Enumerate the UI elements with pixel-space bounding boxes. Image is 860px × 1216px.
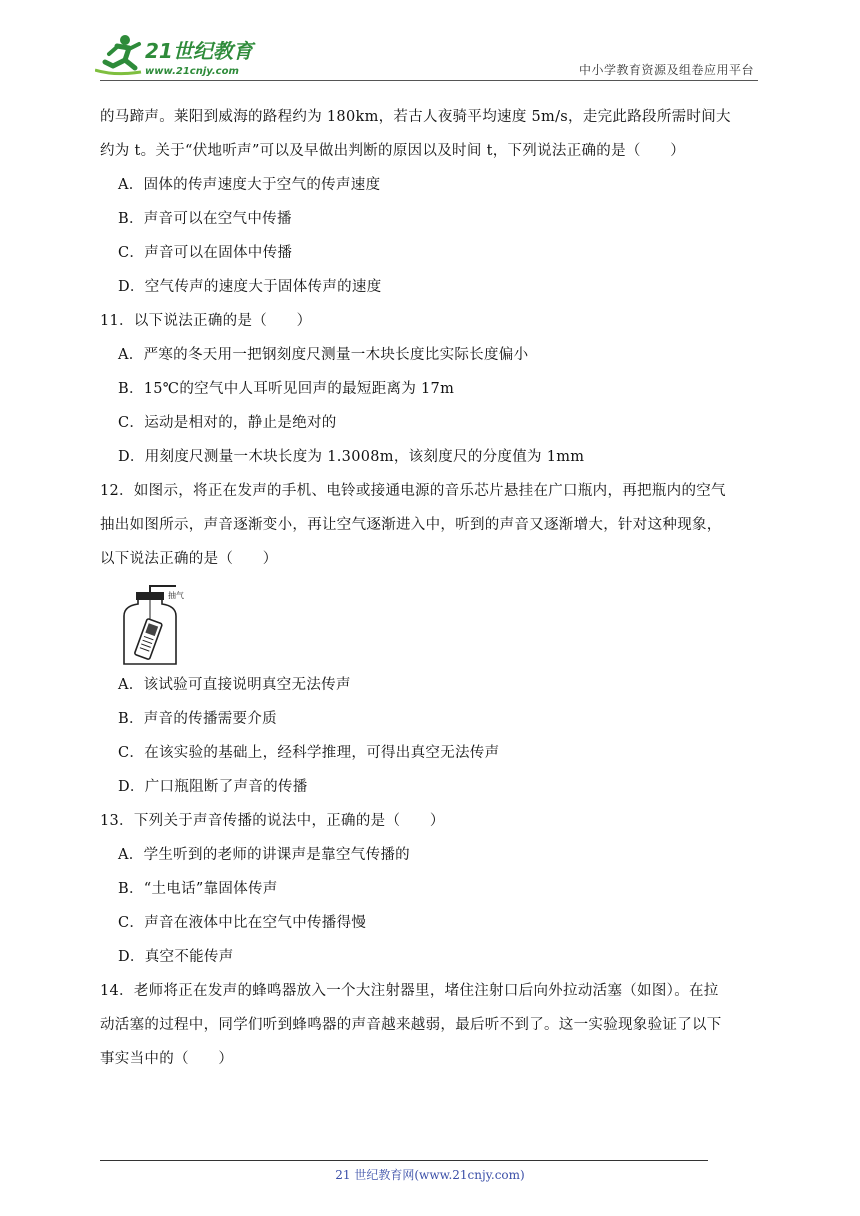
q13-option-a: A．学生听到的老师的讲课声是靠空气传播的 — [118, 847, 410, 863]
q13-option-d: D．真空不能传声 — [118, 949, 234, 965]
q12-option-d: D．广口瓶阻断了声音的传播 — [118, 779, 308, 795]
runner-icon — [95, 35, 141, 74]
logo-wordmark: 21世纪教育 — [145, 39, 253, 63]
q11-option-b: B．15℃的空气中人耳听见回声的最短距离为 17m — [118, 381, 455, 397]
q10-option-c: C．声音可以在固体中传播 — [118, 245, 293, 261]
q10-option-d: D．空气传声的速度大于固体传声的速度 — [118, 279, 382, 295]
q13-option-c: C．声音在液体中比在空气中传播得慢 — [118, 915, 367, 931]
page-header — [0, 0, 860, 90]
q12-option-b: B．声音的传播需要介质 — [118, 711, 277, 727]
header-divider — [100, 80, 758, 81]
page-content — [100, 100, 765, 1076]
q12-stem-line-3: 以下说法正确的是（ ） — [100, 551, 278, 567]
q10-stem-line-2: 约为 t。关于“伏地听声”可以及早做出判断的原因以及时间 t，下列说法正确的是（ ） — [100, 143, 686, 159]
logo-url: www.21cnjy.com — [145, 66, 239, 77]
q12-stem-line-2: 抽出如图所示，声音逐渐变小，再让空气逐渐进入中，听到的声音又逐渐增大，针对这种现象， — [100, 517, 722, 533]
header-tagline: 中小学教育资源及组卷应用平台 — [578, 63, 754, 77]
q12-figure-label: 抽气 — [168, 591, 184, 600]
q14-stem-line-3: 事实当中的（ ） — [100, 1051, 234, 1067]
site-logo — [95, 32, 265, 80]
q10-stem-line-1: 的马蹄声。莱阳到威海的路程约为 180km，若古人夜骑平均速度 5m/s，走完此路段所需时间大 — [100, 109, 731, 125]
q11-option-d: D．用刻度尺测量一木块长度为 1.3008m，该刻度尺的分度值为 1mm — [118, 449, 585, 465]
q11-option-a: A．严寒的冬天用一把钢刻度尺测量一木块长度比实际长度偏小 — [118, 347, 529, 363]
q10-option-a: A．固体的传声速度大于空气的传声速度 — [118, 177, 381, 193]
q12-option-c: C．在该实验的基础上，经科学推理，可得出真空无法传声 — [118, 745, 500, 761]
q11-option-c: C．运动是相对的，静止是绝对的 — [118, 415, 337, 431]
q13-stem: 13．下列关于声音传播的说法中，正确的是（ ） — [100, 813, 445, 829]
q11-stem: 11．以下说法正确的是（ ） — [100, 313, 312, 329]
footer-divider — [100, 1160, 708, 1161]
q12-stem-line-1: 12．如图示，将正在发声的手机、电铃或接通电源的音乐芯片悬挂在广口瓶内，再把瓶内的空气 — [100, 483, 726, 499]
q13-option-b: B．“土电话”靠固体传声 — [118, 881, 278, 897]
q12-option-a: A．该试验可直接说明真空无法传声 — [118, 677, 351, 693]
q10-option-b: B．声音可以在空气中传播 — [118, 211, 292, 227]
q14-stem-line-2: 动活塞的过程中，同学们听到蜂鸣器的声音越来越弱，最后听不到了。这一实验现象验证了以下 — [100, 1017, 722, 1033]
q14-stem-line-1: 14．老师将正在发声的蜂鸣器放入一个大注射器里，堵住注射口后向外拉动活塞（如图）。在拉 — [100, 983, 719, 999]
footer-link[interactable]: 21 世纪教育网(www.21cnjy.com) — [335, 1168, 525, 1182]
q12-figure-jar — [100, 576, 765, 668]
